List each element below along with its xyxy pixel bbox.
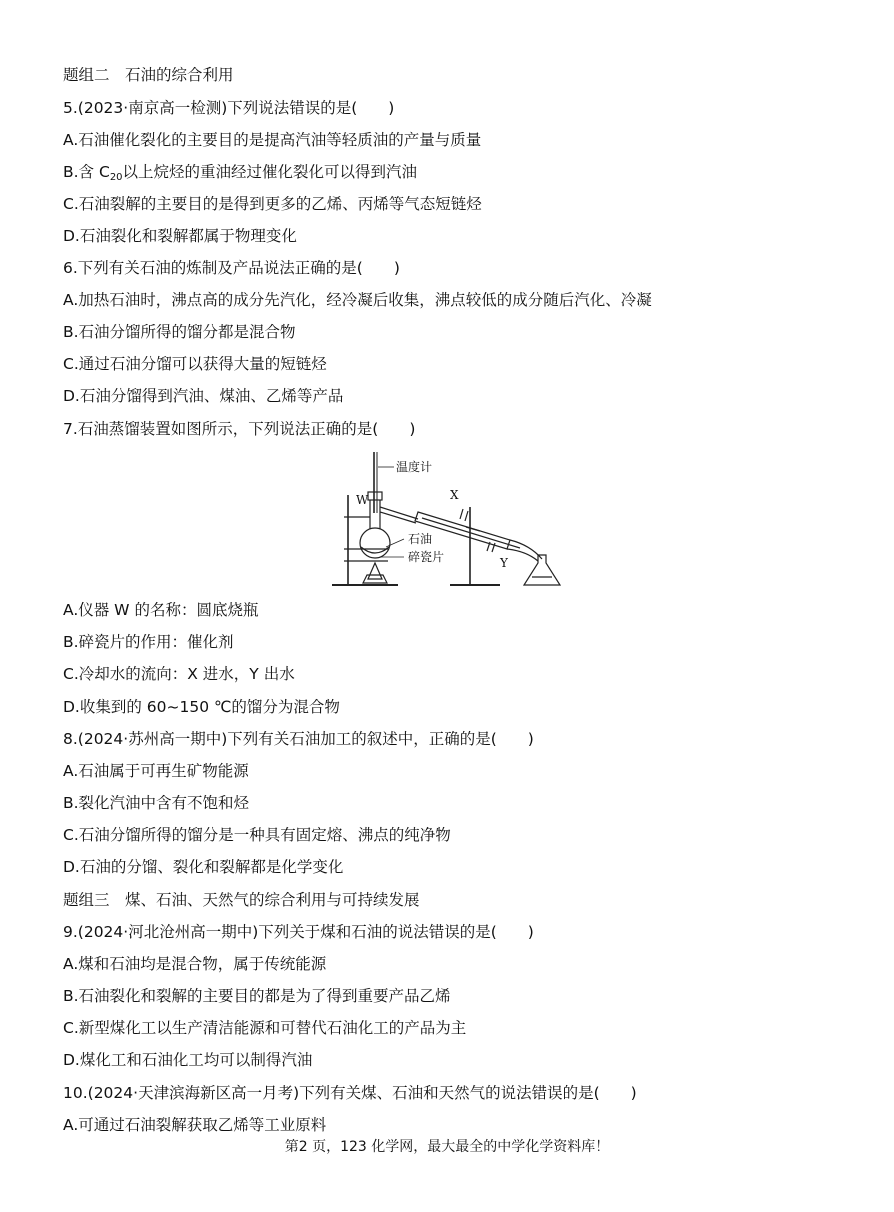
question-9-option-c: C.新型煤化工以生产清洁能源和可替代石油化工的产品为主 [63,1019,467,1037]
section-heading: 题组二 石油的综合利用 [63,66,234,84]
question-8-option-c: C.石油分馏所得的馏分是一种具有固定熔、沸点的纯净物 [63,826,451,844]
label-thermometer: 温度计 [396,460,433,474]
question-6-option-d: D.石油分馏得到汽油、煤油、乙烯等产品 [63,387,344,405]
question-8-option-d: D.石油的分馏、裂化和裂解都是化学变化 [63,858,344,876]
question-9-option-d: D.煤化工和石油化工均可以制得汽油 [63,1051,313,1069]
page-footer: 第2 页，123 化学网，最大最全的中学化学资料库！ [284,1139,610,1155]
question-10-option-a: A.可通过石油裂解获取乙烯等工业原料 [63,1116,327,1134]
label-oil: 石油 [408,532,433,546]
question-5-option-c: C.石油裂解的主要目的是得到更多的乙烯、丙烯等气态短链烃 [63,195,482,213]
option-b-text-pre: B.含 C [63,163,110,181]
label-y: Y [500,556,508,570]
question-5-option-d: D.石油裂化和裂解都属于物理变化 [63,227,297,245]
option-b-subscript: 20 [109,172,123,183]
question-6-option-b: B.石油分馏所得的馏分都是混合物 [63,323,296,341]
question-8-option-b: B.裂化汽油中含有不饱和烃 [63,794,250,812]
distillation-apparatus-figure [330,447,570,590]
question-7-stem: 7.石油蒸馏装置如图所示，下列说法正确的是( ) [63,420,416,438]
question-7-option-d: D.收集到的 60~150 ℃的馏分为混合物 [63,698,340,716]
question-5-stem: 5.(2023·南京高一检测)下列说法错误的是( ) [63,99,395,117]
question-7-option-a: A.仪器 W 的名称：圆底烧瓶 [63,601,259,619]
label-w: W [356,493,369,507]
question-8-stem: 8.(2024·苏州高一期中)下列有关石油加工的叙述中，正确的是( ) [63,730,534,748]
question-9-option-b: B.石油裂化和裂解的主要目的都是为了得到重要产品乙烯 [63,987,451,1005]
question-5-option-b [63,162,417,182]
section-heading-3: 题组三 煤、石油、天然气的综合利用与可持续发展 [63,891,420,909]
label-x: X [450,488,459,502]
question-5-option-a: A.石油催化裂化的主要目的是提高汽油等轻质油的产量与质量 [63,131,482,149]
question-9-stem: 9.(2024·河北沧州高一期中)下列关于煤和石油的说法错误的是( ) [63,923,534,941]
distillation-apparatus-diagram [330,447,570,590]
question-7-option-b: B.碎瓷片的作用：催化剂 [63,633,234,651]
question-6-option-c: C.通过石油分馏可以获得大量的短链烃 [63,355,327,373]
question-7-option-c: C.冷却水的流向：X 进水，Y 出水 [63,665,295,683]
question-9-option-a: A.煤和石油均是混合物，属于传统能源 [63,955,327,973]
question-6-option-a: A.加热石油时，沸点高的成分先汽化，经冷凝后收集，沸点较低的成分随后汽化、冷凝 [63,291,652,309]
question-10-stem: 10.(2024·天津滨海新区高一月考)下列有关煤、石油和天然气的说法错误的是( ) [63,1084,637,1102]
question-8-option-a: A.石油属于可再生矿物能源 [63,762,249,780]
option-b-text-post: 以上烷烃的重油经过催化裂化可以得到汽油 [122,163,418,181]
label-porcelain-chips: 碎瓷片 [408,550,445,564]
question-6-stem: 6.下列有关石油的炼制及产品说法正确的是( ) [63,259,400,277]
